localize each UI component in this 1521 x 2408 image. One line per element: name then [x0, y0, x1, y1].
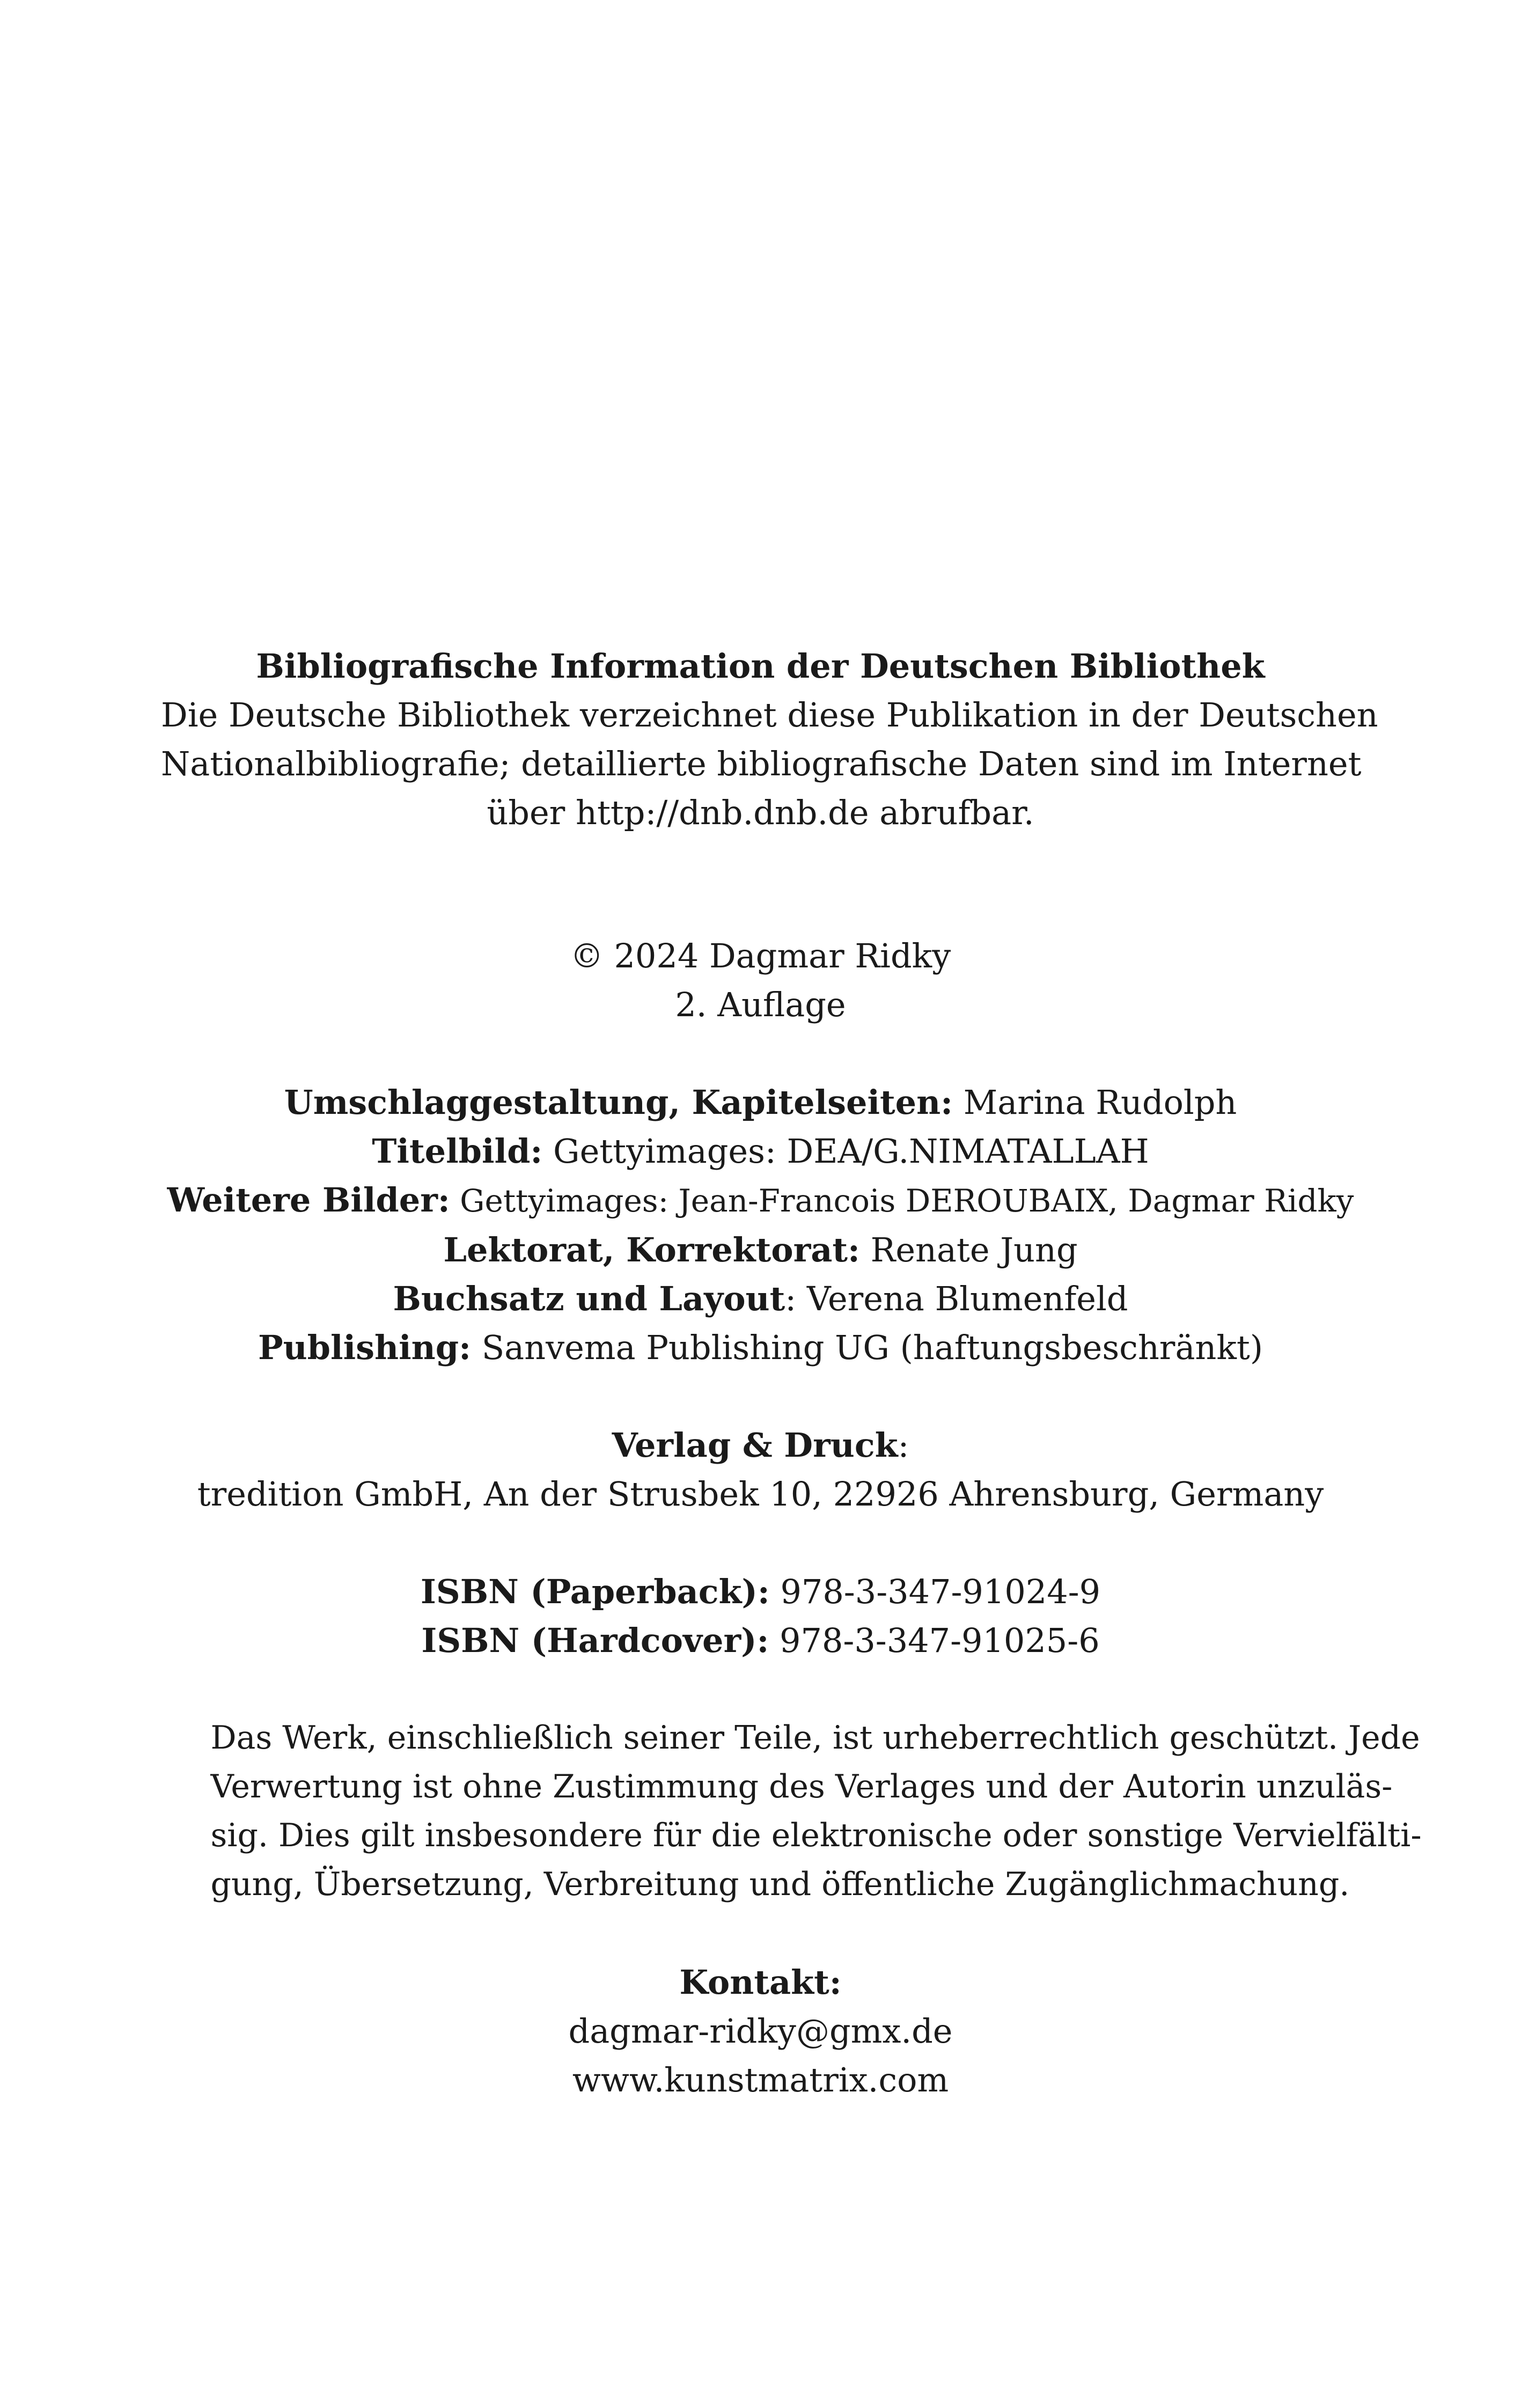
credit-further-images — [161, 1176, 1360, 1225]
credit-label: Umschlaggestaltung, Kapitelseiten: — [284, 1083, 953, 1122]
publisher-address: tredition GmbH, An der Strusbek 10, 22926 Ahrensburg, Germany — [197, 1474, 1324, 1514]
credit-publishing — [161, 1323, 1360, 1372]
bibliographic-line: Nationalbibliografie; detaillierte bibliografische Daten sind im Internet — [161, 744, 1362, 783]
isbn-hardcover — [161, 1616, 1360, 1665]
rights-line: Verwertung ist ohne Zustimmung des Verlages und der Autorin unzuläs- — [210, 1768, 1393, 1805]
credit-typesetting — [161, 1274, 1360, 1323]
copyright-notice: © 2024 Dagmar Ridky — [570, 936, 951, 975]
credit-value: Gettyimages: Jean-Francois DEROUBAIX, Dagmar Ridky — [450, 1183, 1354, 1219]
credit-label: Weitere Bilder: — [167, 1180, 450, 1220]
isbn-label: ISBN (Paperback): — [420, 1572, 770, 1611]
bibliographic-line: über http://dnb.dnb.de abrufbar. — [487, 793, 1034, 832]
credit-title-image — [161, 1127, 1360, 1176]
contact-website: www.kunstmatrix.com — [572, 2060, 949, 2099]
publisher-label: Verlag & Druck — [612, 1426, 898, 1465]
credit-value: Gettyimages: DEA/G.NIMATALLAH — [542, 1132, 1149, 1171]
credit-label: Titelbild: — [372, 1132, 543, 1171]
contact-email: dagmar-ridky@gmx.de — [568, 2011, 953, 2051]
isbn-label: ISBN (Hardcover): — [421, 1621, 769, 1660]
credit-value: Renate Jung — [859, 1230, 1078, 1269]
credit-value: : Verena Blumenfeld — [785, 1279, 1128, 1318]
isbn-paperback — [161, 1567, 1360, 1616]
imprint-block — [161, 642, 1422, 2104]
publisher-heading — [161, 1421, 1360, 1470]
credit-label: Publishing: — [258, 1328, 471, 1367]
credit-label: Buchsatz und Layout — [393, 1279, 785, 1318]
publisher-suffix: : — [898, 1426, 909, 1465]
rights-line: Das Werk, einschließlich seiner Teile, ist urheberrechtlich geschützt. Jede — [210, 1719, 1420, 1757]
rights-line: sig. Dies gilt insbesondere für die elektronische oder sonstige Vervielfälti- — [210, 1817, 1422, 1854]
rights-line: gung, Übersetzung, Verbreitung und öffentliche Zugänglichmachung. — [210, 1866, 1350, 1903]
isbn-value: 978-3-347-91024-9 — [769, 1572, 1101, 1611]
rights-notice — [210, 1714, 1422, 1909]
credit-label: Lektorat, Korrektorat: — [443, 1230, 860, 1269]
bibliographic-heading: Bibliografische Information der Deutschen Bibliothek — [256, 647, 1265, 686]
credit-value: Marina Rudolph — [953, 1083, 1237, 1122]
credit-value: Sanvema Publishing UG (haftungsbeschränkt) — [471, 1328, 1263, 1367]
credit-editing — [161, 1225, 1360, 1274]
contact-heading: Kontakt: — [679, 1963, 842, 2002]
edition-notice: 2. Auflage — [675, 985, 846, 1024]
credit-cover-design — [161, 1078, 1360, 1127]
bibliographic-line: Die Deutsche Bibliothek verzeichnet diese Publikation in der Deutschen — [161, 695, 1378, 735]
isbn-value: 978-3-347-91025-6 — [769, 1621, 1100, 1660]
